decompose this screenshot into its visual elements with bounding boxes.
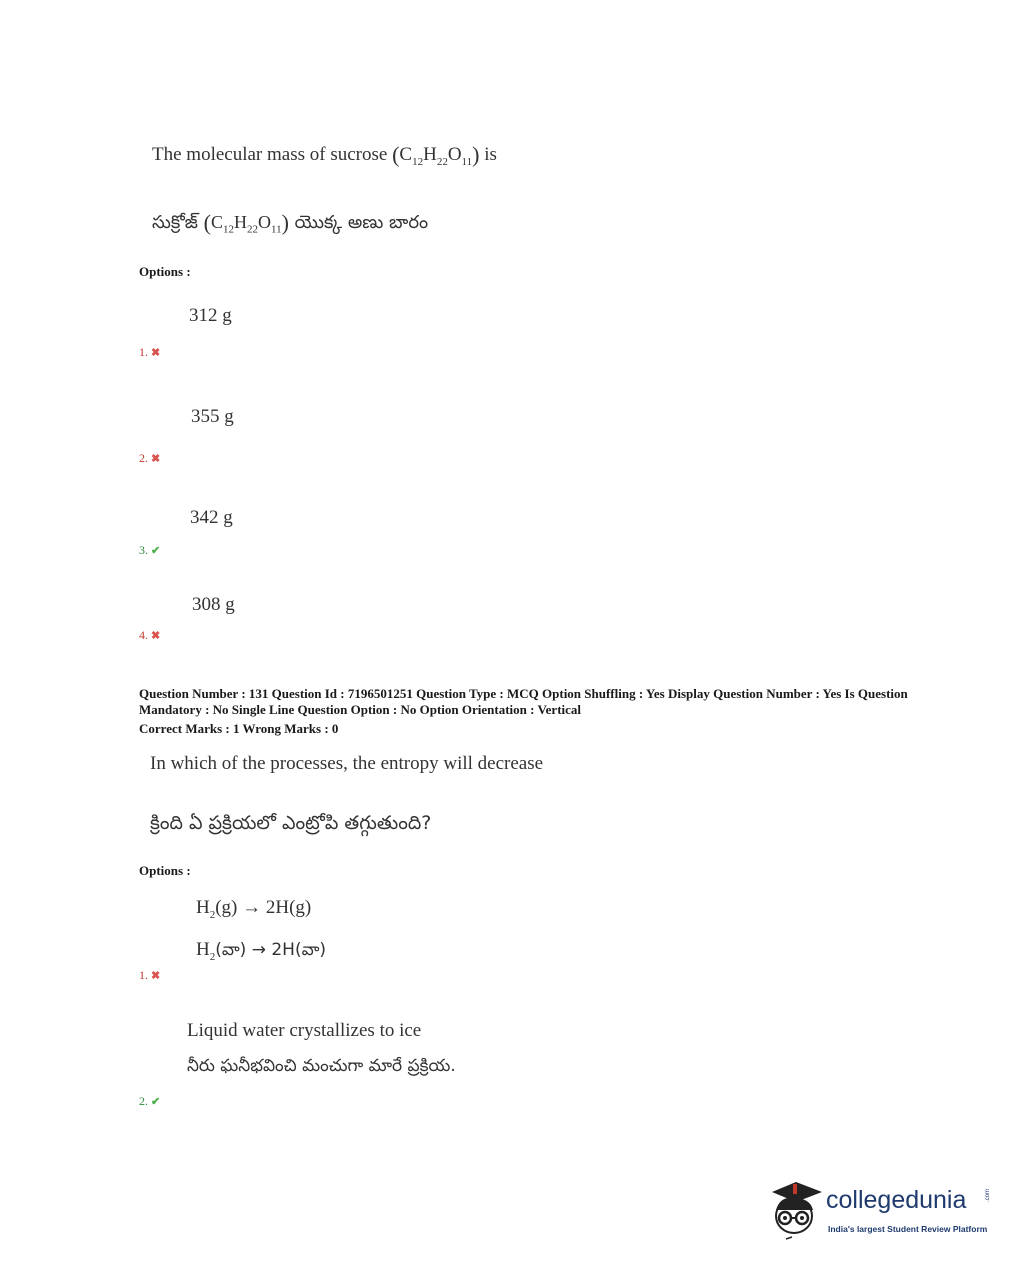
formula-h: H <box>423 144 437 165</box>
options-label: Options : <box>139 264 191 279</box>
question-text: The molecular mass of sucrose <box>152 144 388 165</box>
equation-rest: (g) → 2H(g) <box>215 897 312 918</box>
option-number <box>139 1094 160 1109</box>
option-value: 342 g <box>190 507 233 528</box>
option-number-label: 1. <box>139 968 148 982</box>
mascot-icon <box>766 1178 826 1240</box>
telugu-prefix: సుక్రోజ్ <box>152 212 198 233</box>
option-number-label: 3. <box>139 543 148 557</box>
option-number <box>139 628 160 643</box>
correct-check-icon: ✔ <box>151 1096 161 1108</box>
collegedunia-logo <box>766 1178 996 1244</box>
formula-h-sub: 22 <box>247 223 258 236</box>
formula-h: H <box>234 212 247 232</box>
logo-tagline: India's largest Student Review Platform <box>828 1224 988 1234</box>
wrong-mark-icon: ✖ <box>151 453 161 465</box>
question-131-meta: Question Number : 131 Question Id : 7196501251 Question Type : MCQ Option Shuffling : Yes Display Question Number : Yes Is Question Mandatory : No Single Line Question Option : No Option Orientation : Vertical <box>139 686 908 717</box>
wrong-mark-icon: ✖ <box>151 970 161 982</box>
equation-h: H <box>196 897 210 918</box>
option-equation-telugu <box>196 939 326 964</box>
formula-c: C <box>210 212 223 232</box>
formula-c-sub: 12 <box>412 155 424 168</box>
telugu-suffix: యొక్క అణు బారం <box>294 212 429 233</box>
logo-com: .com <box>985 1188 991 1202</box>
logo-wordmark: collegedunia <box>826 1186 967 1214</box>
option-text-telugu: నీరు ఘనీభవించి మంచుగా మారే ప్రక్రియ. <box>187 1056 456 1076</box>
option-text-english: Liquid water crystallizes to ice <box>187 1020 422 1041</box>
formula-o: O <box>447 144 462 165</box>
question-131-english: In which of the processes, the entropy will decrease <box>150 753 544 774</box>
question-131-telugu: క్రింది ఏ ప్రక్రియలో ఎంట్రోపి తగ్గుతుంది? <box>150 812 432 834</box>
option-equation-english <box>196 897 311 921</box>
option-number-label: 4. <box>139 628 148 642</box>
equation-h-sub: 2 <box>209 950 216 963</box>
formula-c-sub: 12 <box>223 223 234 236</box>
option-number <box>139 968 160 983</box>
option-number <box>139 451 160 466</box>
formula-o-sub: 11 <box>271 223 282 236</box>
wrong-mark-icon: ✖ <box>151 347 161 359</box>
option-number-label: 1. <box>139 345 148 359</box>
formula-c: C <box>399 144 413 165</box>
option-number-label: 2. <box>139 451 148 465</box>
formula-o: O <box>258 212 271 232</box>
option-value: 308 g <box>192 594 235 615</box>
equation-h-sub: 2 <box>209 908 216 921</box>
formula-h-sub: 22 <box>436 155 448 168</box>
option-value: 355 g <box>191 406 234 427</box>
correct-check-icon: ✔ <box>151 545 161 557</box>
option-number <box>139 345 160 360</box>
wrong-mark-icon: ✖ <box>151 630 161 642</box>
question-130-english: The molecular mass of sucrose $(C_{12}H_{22}O_{11})$ is <box>152 142 497 168</box>
question-131-marks: Correct Marks : 1 Wrong Marks : 0 <box>139 721 339 736</box>
question-suffix: is <box>484 144 497 165</box>
equation-h: H <box>196 939 210 960</box>
question-130-telugu: సుక్రోజ్ $(C_{12}H_{22}O_{11})$ యొక్క అణు బారం <box>152 210 429 236</box>
option-number-label: 2. <box>139 1094 148 1108</box>
formula-o-sub: 11 <box>461 155 473 168</box>
option-value: 312 g <box>189 305 232 326</box>
options-label: Options : <box>139 863 191 878</box>
equation-rest: (వా) → 2H(వా) <box>215 940 327 960</box>
option-number <box>139 543 160 558</box>
